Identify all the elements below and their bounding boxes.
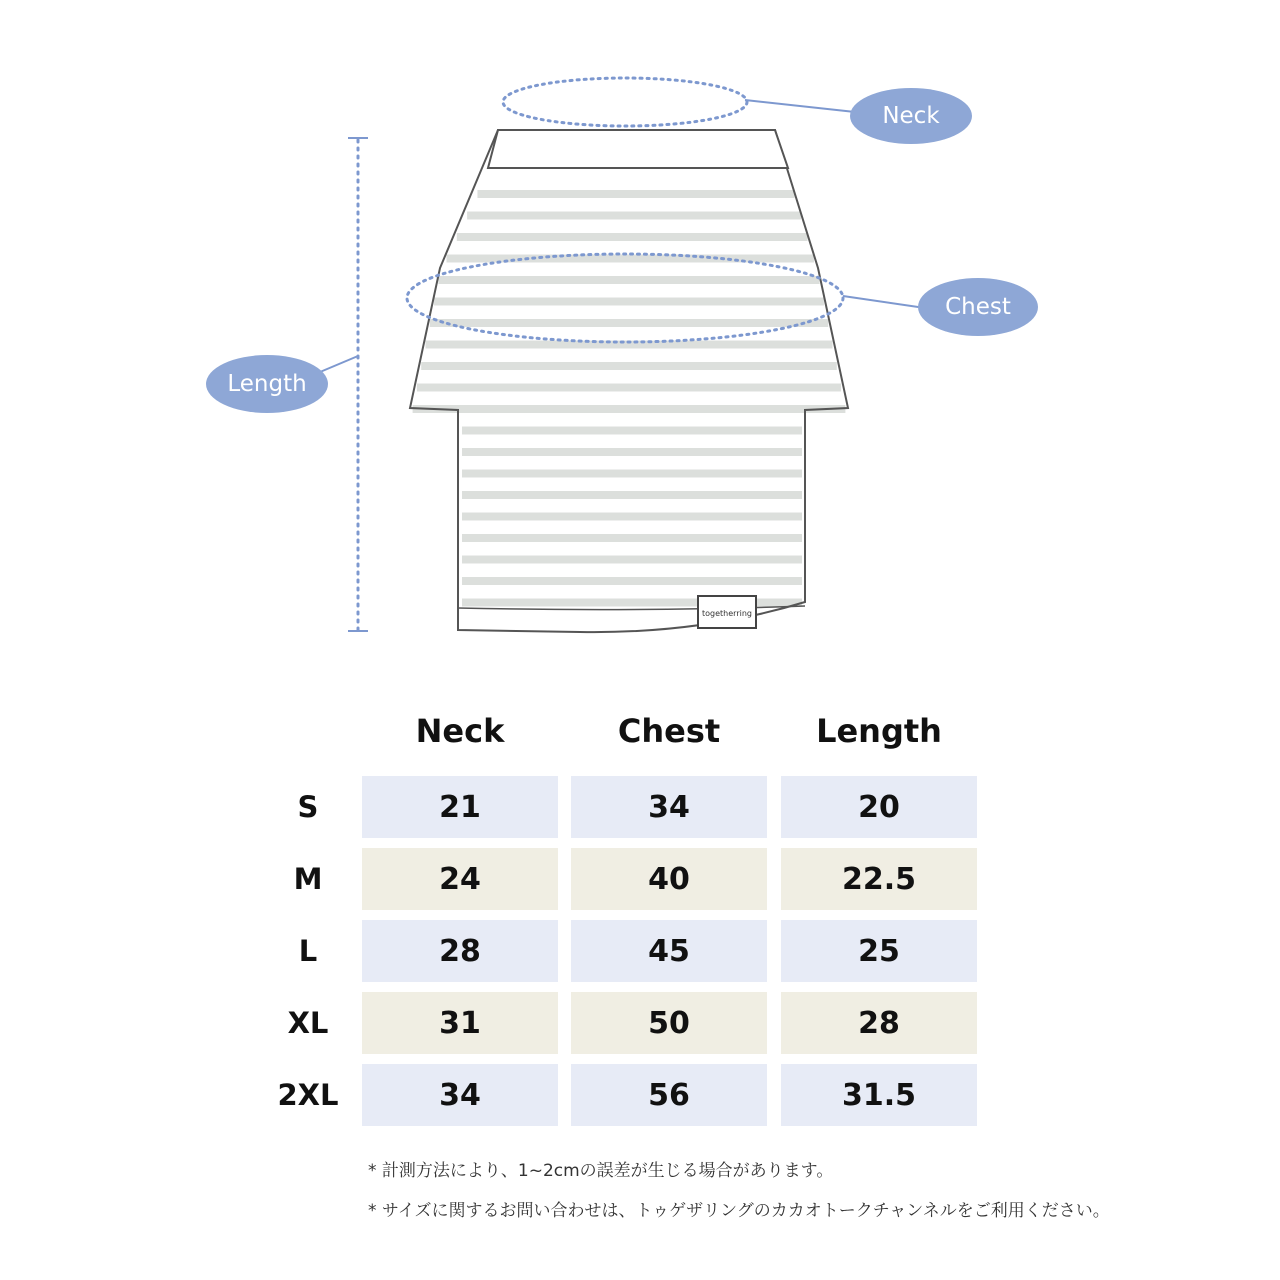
length-label-bubble: Length [206,355,328,413]
size-label-s: S [297,790,319,824]
note-inquiry-channel: * サイズに関するお問い合わせは、トゥゲザリングのカカオトークチャンネルをご利用ください。 [368,1201,1110,1221]
size-label-2xl: 2XL [277,1078,339,1112]
shirt-stripe [417,384,841,392]
shirt-stripe [462,513,802,521]
header-length: Length [816,712,942,750]
length-pointer-line [320,356,358,372]
cell-s-length: 20 [781,776,977,838]
shirt-stripe [438,276,819,284]
shirt-stripe [413,405,846,413]
size-label-l: L [298,934,318,968]
shirt-stripe [462,577,802,585]
cell-l-length: 25 [781,920,977,982]
shirt-stripe [462,491,802,499]
cell-xl-length: 28 [781,992,977,1054]
shirt-stripe [462,534,802,542]
shirt-stripe [457,233,808,241]
cell-xl-chest: 50 [571,992,767,1054]
cell-m-length: 22.5 [781,848,977,910]
cell-xl-neck: 31 [362,992,558,1054]
cell-l-chest: 45 [571,920,767,982]
shirt-collar [488,130,788,168]
cell-2xl-neck: 34 [362,1064,558,1126]
neck-guide-ellipse [503,78,747,126]
cell-2xl-length: 31.5 [781,1064,977,1126]
shirt-stripe [462,556,802,564]
shirt-stripe [446,255,813,263]
shirt-stripe [430,319,828,327]
chest-guide-line [843,296,925,308]
shirt-stripe [477,190,794,198]
header-neck: Neck [415,712,505,750]
shirt-stripe [462,448,802,456]
size-label-xl: XL [287,1006,329,1040]
note-measurement-error: * 計測方法により、1~2cmの誤差が生じる場合があります。 [368,1161,834,1181]
shirt-stripe [467,212,801,220]
cell-s-chest: 34 [571,776,767,838]
header-chest: Chest [617,712,721,750]
shirt-stripe [421,362,837,370]
shirt-stripe [434,298,824,306]
shirt-stripes [413,190,846,607]
neck-guide-line [745,100,855,112]
size-label-m: M [293,862,323,896]
shirt-stripe [462,470,802,478]
cell-l-neck: 28 [362,920,558,982]
cell-s-neck: 21 [362,776,558,838]
shirt-stripe [462,427,802,435]
cell-m-chest: 40 [571,848,767,910]
cell-m-neck: 24 [362,848,558,910]
chest-label-bubble: Chest [918,278,1038,336]
neck-label-bubble: Neck [850,88,972,144]
brand-tag-text: togetherring [702,609,752,618]
cell-2xl-chest: 56 [571,1064,767,1126]
